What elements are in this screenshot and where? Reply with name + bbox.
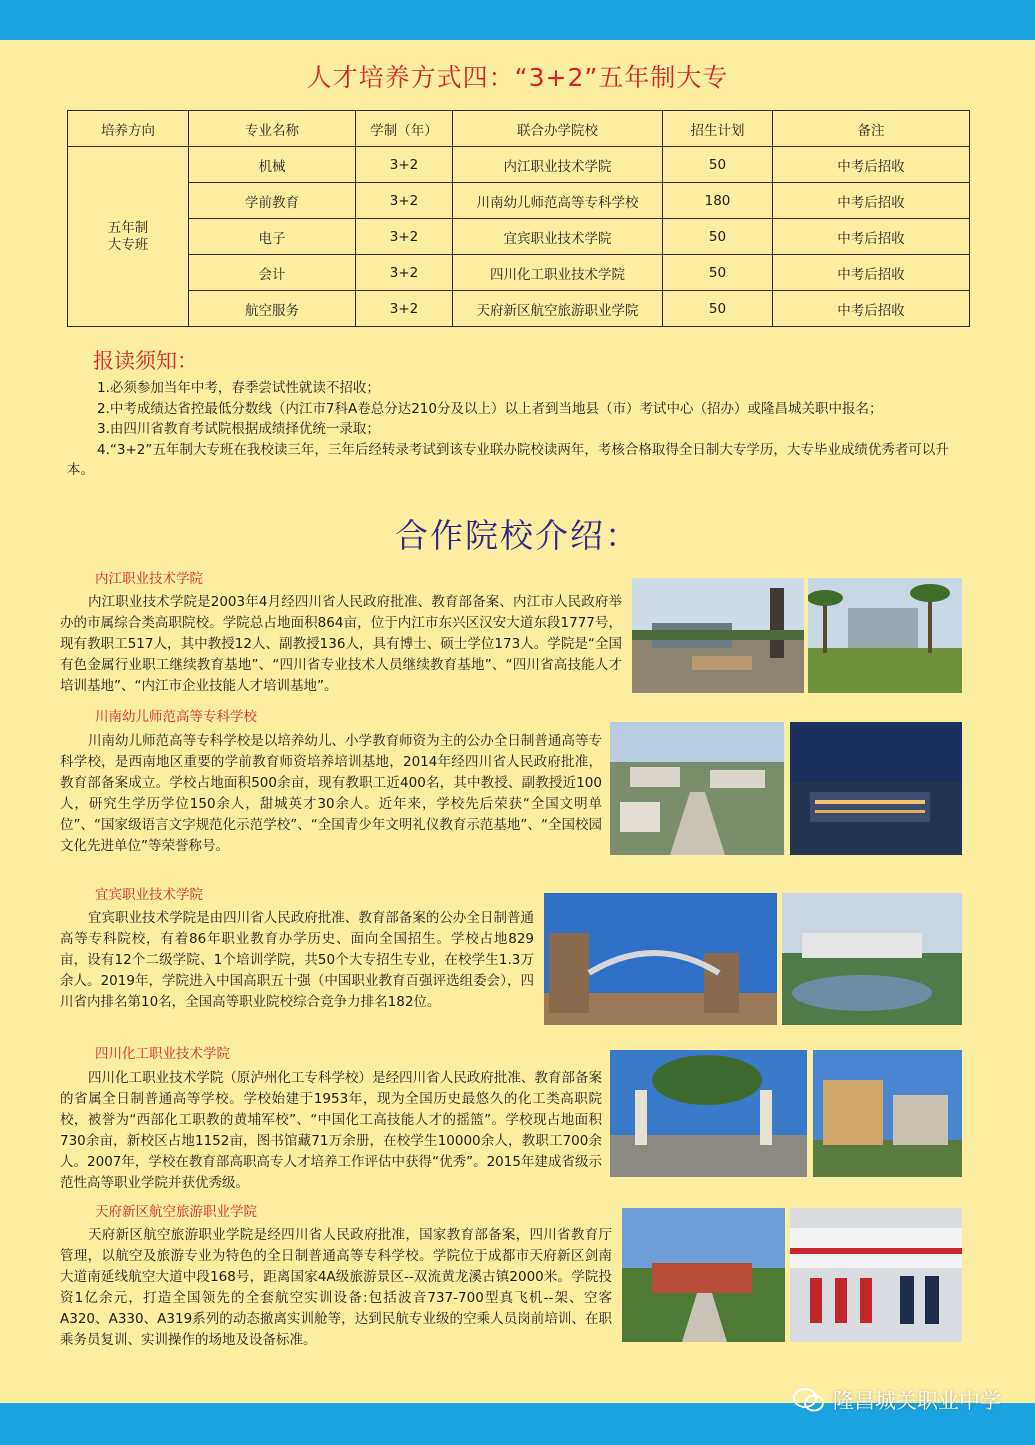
campus-gate-photo xyxy=(632,578,804,693)
table-row xyxy=(68,183,970,219)
school-desc-yibin: 宜宾职业技术学院是由四川省人民政府批准、教育部备案的公办全日制普通高等专科院校，有着86年职业教育办学历史、面向全国招生。学校占地829亩，设有12个二级学院、1个培训学院，共50个大专招生专业，在校学生1.3万余人。2019年，学院进入中国高职五十强（中国职业教育百强评选组委会），四川省内排名第10名，全国高等职业院校综合竞争力排名182位。 xyxy=(60,910,534,1010)
direction-line-2: 大专班 xyxy=(107,236,149,253)
school-name-sichuan-chemical: 四川化工职业技术学院 xyxy=(95,1046,230,1062)
header-plan: 招生计划 xyxy=(663,111,773,147)
cell-school: 内江职业技术学院 xyxy=(453,147,663,183)
campus-entrance-photo xyxy=(610,1050,807,1177)
cell-duration: 3+2 xyxy=(356,255,453,291)
notice-item: 4.“3+2”五年制大专班在我校读三年，三年后经转录考试到该专业联办院校读两年，考核合格取得全日制大专学历，大专毕业成绩优秀者可以升本。 xyxy=(67,441,949,478)
campus-buildings-photo xyxy=(813,1050,962,1177)
cell-plan: 50 xyxy=(663,291,773,327)
campus-aerial-photo xyxy=(610,722,784,855)
school-name-yibin: 宜宾职业技术学院 xyxy=(95,887,203,903)
coop-section-title: 合作院校介绍： xyxy=(395,516,640,555)
school-desc-neijiang: 内江职业技术学院是2003年4月经四川省人民政府批准、教育部备案、内江市人民政府举办的市属综合类高职院校。学院总占地面积864亩，位于内江市东兴区汉安大道东段1777号，现有教职工517人，其中教授12人、副教授136人，具有博士、硕士学位173人。学院是“全国有色金属行业职工继续教育基地”、“四川省专业技术人员继续教育基地”、“四川省高技能人才培训基地”、“内江市企业技能人才培训基地”。 xyxy=(60,594,622,694)
header-note: 备注 xyxy=(773,111,970,147)
header-direction: 培养方向 xyxy=(68,111,189,147)
cell-school: 四川化工职业技术学院 xyxy=(453,255,663,291)
cell-duration: 3+2 xyxy=(356,183,453,219)
table-row xyxy=(68,291,970,327)
school-desc-sichuan-chemical: 四川化工职业技术学院（原泸州化工专科学校）是经四川省人民政府批准、教育部备案的省属全日制普通高等学校。学校始建于1953年，现为全国历史最悠久的化工类高职院校，被誉为“西部化工职教的黄埔军校”、“中国化工高技能人才的摇篮”。学校现占地面积730余亩，新校区占地1152亩，图书馆藏71万余册，在校学生10000余人，教职工700余人。2007年，学校在教育部高职高专人才培养工作评估中获得“优秀”。2015年建成省级示范性高等职业学院并获优秀级。 xyxy=(60,1070,602,1191)
cell-major: 机械 xyxy=(189,147,356,183)
header-school: 联合办学院校 xyxy=(453,111,663,147)
cell-duration: 3+2 xyxy=(356,147,453,183)
campus-night-photo xyxy=(790,722,962,855)
cell-major: 学前教育 xyxy=(189,183,356,219)
aviation-training-photo xyxy=(790,1208,962,1342)
cell-school: 宜宾职业技术学院 xyxy=(453,219,663,255)
direction-cell xyxy=(68,147,189,327)
notice-item: 2.中考成绩达省控最低分数线（内江市7科A卷总分达210分及以上）以上者到当地县（市）考试中心（招办）或隆昌城关职中报名； xyxy=(97,400,883,417)
wechat-icon xyxy=(793,1387,825,1413)
page-title: 人才培养方式四：“3+2”五年制大专 xyxy=(306,63,729,92)
school-desc-chuannan: 川南幼儿师范高等专科学校是以培养幼儿、小学教育师资为主的公办全日制普通高等专科学校，是西南地区重要的学前教育师资培养培训基地，2014年经四川省人民政府批准，教育部备案成立。学校占地面积500余亩，现有教职工近400名，其中教授、副教授近100人，研究生学历学位150余人，甜城英才30余人。近年来，学校先后荣获“全国文明单位”、“国家级语言文字规范化示范学校”、“全国青少年文明礼仪教育示范基地”、“全国校园文化先进单位”等荣誉称号。 xyxy=(60,733,602,854)
table-row xyxy=(68,255,970,291)
campus-overview-photo xyxy=(622,1208,785,1342)
school-name-tianfu-aviation: 天府新区航空旅游职业学院 xyxy=(95,1204,257,1220)
school-name-chuannan: 川南幼儿师范高等专科学校 xyxy=(95,709,257,725)
direction-line-1: 五年制 xyxy=(107,219,149,236)
top-color-band xyxy=(0,0,1035,40)
cell-note: 中考后招收 xyxy=(773,291,970,327)
table-header-row xyxy=(68,111,970,147)
cell-major: 电子 xyxy=(189,219,356,255)
wechat-watermark xyxy=(793,1385,1001,1415)
cell-duration: 3+2 xyxy=(356,219,453,255)
school-desc-tianfu-aviation: 天府新区航空旅游职业学院是经四川省人民政府批准，国家教育部备案，四川省教育厅管理，以航空及旅游专业为特色的全日制普通高等专科学校。学院位于成都市天府新区剑南大道南延线航空大道中段168号，距离国家4A级旅游景区--双流黄龙溪古镇2000米。学院投资1亿余元，打造全国领先的全套航空实训设备:包括波音737-700型真飞机--架、空客A320、A330、A319系列的动态撤离实训舱等，达到民航专业级的空乘人员岗前培训、在职乘务员复训、实训操作的场地及设备标准。 xyxy=(60,1227,612,1348)
cell-plan: 50 xyxy=(663,255,773,291)
notice-list xyxy=(67,378,969,481)
table-row xyxy=(68,147,970,183)
school-name-neijiang: 内江职业技术学院 xyxy=(95,571,203,587)
cell-duration: 3+2 xyxy=(356,291,453,327)
cell-plan: 50 xyxy=(663,147,773,183)
header-major: 专业名称 xyxy=(189,111,356,147)
cell-note: 中考后招收 xyxy=(773,183,970,219)
cell-major: 航空服务 xyxy=(189,291,356,327)
enrollment-plan-table xyxy=(67,110,970,327)
notice-item: 1.必须参加当年中考，春季尝试性就读不招收； xyxy=(97,380,380,396)
cell-major: 会计 xyxy=(189,255,356,291)
cell-note: 中考后招收 xyxy=(773,219,970,255)
table-row xyxy=(68,219,970,255)
campus-lake-photo xyxy=(782,893,962,1025)
cell-note: 中考后招收 xyxy=(773,255,970,291)
notice-title: 报读须知： xyxy=(93,349,198,373)
notice-item: 3.由四川省教育考试院根据成绩择优统一录取； xyxy=(97,421,380,437)
campus-gate-arch-photo xyxy=(544,893,777,1025)
cell-school: 川南幼儿师范高等专科学校 xyxy=(453,183,663,219)
header-duration: 学制（年） xyxy=(356,111,453,147)
cell-note: 中考后招收 xyxy=(773,147,970,183)
cell-plan: 180 xyxy=(663,183,773,219)
cell-plan: 50 xyxy=(663,219,773,255)
cell-school: 天府新区航空旅游职业学院 xyxy=(453,291,663,327)
watermark-text: 隆昌城关职业中学 xyxy=(833,1389,1001,1413)
campus-palms-photo xyxy=(808,578,962,693)
